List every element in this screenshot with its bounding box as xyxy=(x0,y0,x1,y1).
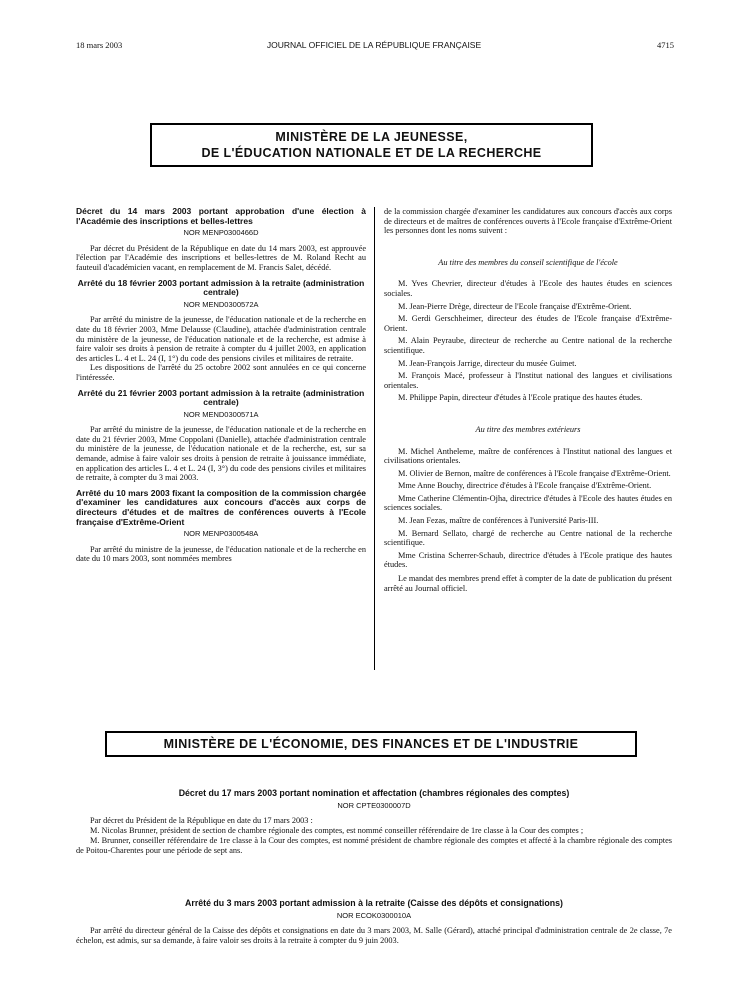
decree-body: M. Brunner, conseiller référendaire de 1re classe à la Cour des comptes, est nommé président de chambre régionale des comptes et affecté à la chambre régionale des comptes de Poitou-Charentes pour une période de sept ans. xyxy=(76,835,672,855)
column-divider xyxy=(374,207,375,670)
ministry-line-2: DE L'ÉDUCATION NATIONALE ET DE LA RECHERCHE xyxy=(201,146,542,160)
ministry-heading-education xyxy=(150,123,593,167)
subheading: Au titre des membres extérieurs xyxy=(475,424,581,434)
member-entry: M. Philippe Papin, directeur d'études à l'Ecole pratique des hautes études. xyxy=(398,393,643,403)
member-entry: M. François Macé, professeur à l'Institut national des langues et civilisations orientales. xyxy=(384,371,672,390)
nor-reference: NOR CPTE0300007D xyxy=(337,800,411,810)
member-entry: Mme Catherine Clémentin-Ojha, directrice d'études à l'Ecole des hautes études en sciences sociales. xyxy=(384,493,672,513)
arrete-body: Les dispositions de l'arrêté du 25 octobre 2002 sont annulées en ce qui concerne l'intéressée. xyxy=(76,363,366,382)
ministry-line-1: MINISTÈRE DE LA JEUNESSE, xyxy=(275,130,468,144)
subheading: Au titre des membres du conseil scientifique de l'école xyxy=(438,257,618,267)
header-date: 18 mars 2003 xyxy=(76,40,123,50)
member-entry: M. Bernard Sellato, chargé de recherche au Centre national de la recherche scientifique. xyxy=(384,528,672,548)
member-entry: M. Alain Peyraube, directeur de recherche au Centre national de la recherche scientifique. xyxy=(384,336,672,355)
member-list xyxy=(384,279,672,403)
member-entry: M. Jean Fezas, maître de conférences à l'université Paris-III. xyxy=(398,516,599,526)
nor-reference: NOR ECOK0300010A xyxy=(336,910,412,920)
member-entry: M. Jean-Pierre Drège, directeur de l'Ecole française d'Extrême-Orient. xyxy=(398,301,632,311)
bottom-section-2 xyxy=(76,899,672,946)
arrete-title: Arrêté du 21 février 2003 portant admission à la retraite (administration centrale) xyxy=(77,387,365,408)
decree-title: Décret du 17 mars 2003 portant nomination et affectation (chambres régionales des comptes) xyxy=(178,788,570,798)
journal-title: JOURNAL OFFICIEL DE LA RÉPUBLIQUE FRANÇAISE xyxy=(266,40,482,50)
member-entry: M. Michel Antheleme, maître de conférences à l'Institut national des langues et civilisations orientales. xyxy=(384,446,672,466)
bottom-section xyxy=(76,789,672,856)
decree-body: Par décret du Président de la République en date du 17 mars 2003 : xyxy=(90,815,313,825)
arrete-body: Par arrêté du ministre de la jeunesse, de l'éducation nationale et de la recherche en date du 10 mars 2003, sont nommées membres xyxy=(76,544,366,564)
right-column xyxy=(384,207,672,593)
arrete-title: Arrêté du 3 mars 2003 portant admission à la retraite (Caisse des dépôts et consignations) xyxy=(185,898,563,908)
decree-body: M. Nicolas Brunner, président de section de chambre régionale des comptes, est nommé conseiller référendaire de 1re classe à la Cour des comptes ; xyxy=(90,825,584,835)
member-entry: M. Olivier de Bernon, maître de conférences à l'Ecole française d'Extrême-Orient. xyxy=(398,468,671,478)
arrete-body: Par arrêté du directeur général de la Caisse des dépôts et consignations en date du 3 mars 2003, M. Salle (Gérard), attaché principal d'administration centrale de 2e classe, 7e échelon, est admis, sur sa demande, à faire valoir ses droits à la retraite à compter du 9 juin 2003. xyxy=(76,925,672,945)
member-entry: M. Jean-François Jarrige, directeur du musée Guimet. xyxy=(398,358,577,368)
member-list xyxy=(384,447,672,571)
nor-reference: NOR MEND0300571A xyxy=(183,409,259,419)
left-column xyxy=(76,207,366,564)
ministry-heading-economy: MINISTÈRE DE L'ÉCONOMIE, DES FINANCES ET DE L'INDUSTRIE xyxy=(105,731,637,757)
nor-reference: NOR MENP0300548A xyxy=(183,529,259,539)
member-entry: Mme Anne Bouchy, directrice d'études à l'Ecole française d'Extrême-Orient. xyxy=(398,481,652,491)
nor-reference: NOR MENP0300466D xyxy=(183,228,259,238)
decree-body: Par décret du Président de la République en date du 14 mars 2003, est approuvée l'élection par l'Académie des inscriptions et belles-lettres de M. Roland Recht au fauteuil d'académicien vacant, en remplacement de M. Francis Salet, décédé. xyxy=(76,243,366,272)
arrete-title: Arrêté du 10 mars 2003 fixant la composition de la commission chargée d'examiner les candidatures aux concours d'accès aux corps de directeurs d'études et de maîtres de conférences ouverts à l'Ecole française d'Extrême-Orient xyxy=(76,487,366,527)
page-number: 4715 xyxy=(657,40,674,50)
closing-paragraph: Le mandat des membres prend effet à compter de la date de publication du présent arrêté au Journal officiel. xyxy=(384,574,672,593)
arrete-body: Par arrêté du ministre de la jeunesse, de l'éducation nationale et de la recherche en date du 21 février 2003, Mme Coppolani (Danielle), attachée d'administration centrale du ministère de la jeunesse, de l'éducation nationale et de la recherche, est, sur sa demande, admise à faire valoir ses droits à pension de retraite à jouissance immédiate, en application des articles L. 4 et L. 24 (I, 3°) du code des pensions civiles et militaires de retraite, à compter du 3 mai 2003. xyxy=(76,425,366,483)
arrete-body: Par arrêté du ministre de la jeunesse, de l'éducation nationale et de la recherche en date du 18 février 2003, Mme Delausse (Claudine), attachée d'administration centrale du ministère de la jeunesse, de l'éducation nationale et de la recherche, est admise à faire valoir ses droits à pension de retraite à compter du 4 juillet 2003, en application des articles L. 4 et L. 24 (I, 1°) du code des pensions civiles et militaires de retraite. xyxy=(76,315,366,363)
arrete-title: Arrêté du 18 février 2003 portant admission à la retraite (administration centrale) xyxy=(77,277,365,298)
member-entry: Mme Cristina Scherrer-Schaub, directrice d'études à l'Ecole pratique des hautes études. xyxy=(384,550,672,570)
decree-title: Décret du 14 mars 2003 portant approbation d'une élection à l'Académie des inscriptions et belles-lettres xyxy=(76,206,366,226)
nor-reference: NOR MEND0300572A xyxy=(183,299,259,309)
member-entry: M. Yves Chevrier, directeur d'études à l'Ecole des hautes études en sciences sociales. xyxy=(384,279,672,298)
member-entry: M. Gerdi Gerschheimer, directeur des études de l'Ecole française d'Extrême-Orient. xyxy=(384,314,672,333)
commission-intro: de la commission chargée d'examiner les candidatures aux concours d'accès aux corps de directeurs et de maîtres de conférences ouverts à l'Ecole française d'Extrême-Orient les personnes dont les noms suivent : xyxy=(384,207,672,236)
